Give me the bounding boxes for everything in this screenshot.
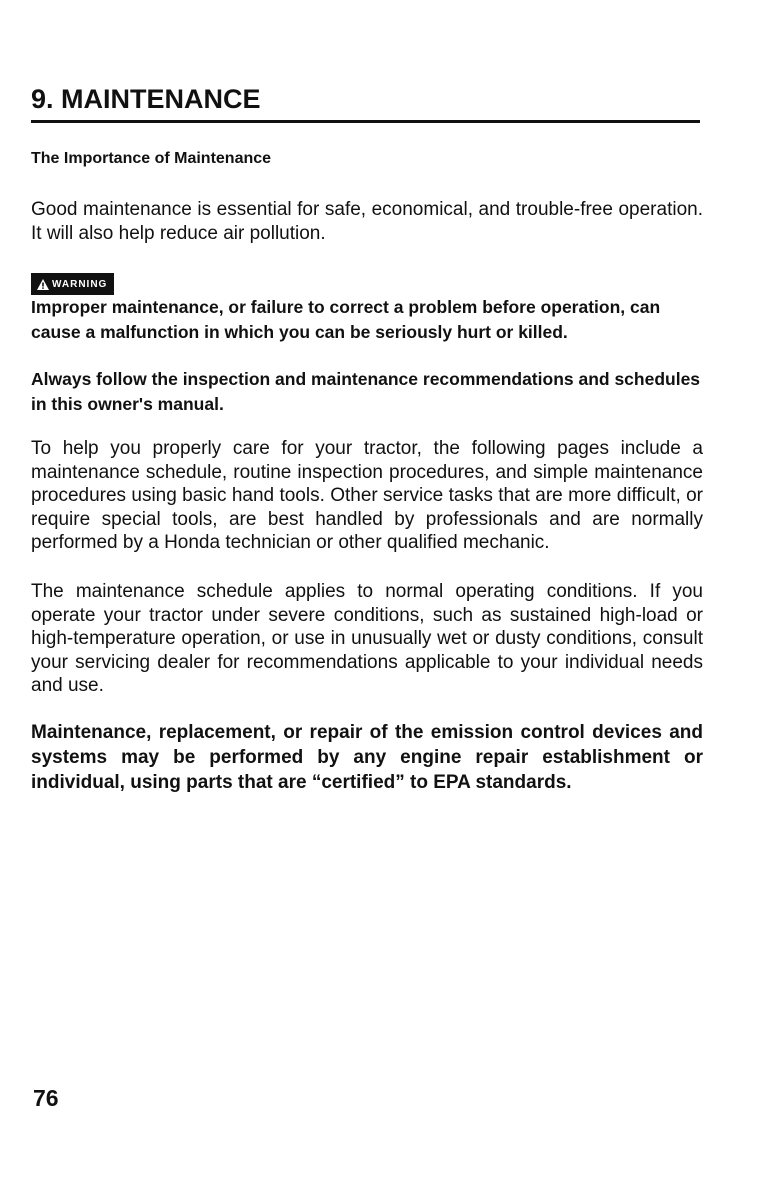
warning-triangle-icon xyxy=(37,279,49,290)
warning-badge-label: WARNING xyxy=(52,278,108,290)
page-title: 9. MAINTENANCE xyxy=(31,84,261,114)
warning-badge xyxy=(31,273,114,295)
epa-notice: Maintenance, replacement, or repair of the emission control devices and systems may be performed by any engine repair establishment or individual, using parts that are “certified” to EPA standards. xyxy=(31,722,703,793)
schedule-paragraph: The maintenance schedule applies to normal operating conditions. If you operate your tractor under severe conditions, such as sustained high-load or high-temperature operation, or use in unusually wet or dusty conditions, consult your servicing dealer for recommendations applicable to your individual needs and use. xyxy=(31,581,703,696)
care-paragraph: To help you properly care for your tractor, the following pages include a maintenance schedule, routine inspection procedures, and simple maintenance procedures using basic hand tools. Other service tasks that are more difficult, or require special tools, are best handled by professionals and are normally performed by a Honda technician or other qualified mechanic. xyxy=(31,438,703,553)
recommendation-text: Always follow the inspection and maintenance recommendations and schedules in this owner's manual. xyxy=(31,369,701,414)
section-heading: The Importance of Maintenance xyxy=(31,150,272,167)
title-rule xyxy=(31,120,700,123)
intro-paragraph: Good maintenance is essential for safe, economical, and trouble-free operation. It will also help reduce air pollution. xyxy=(31,199,703,244)
page-number: 76 xyxy=(33,1085,59,1111)
warning-text: Improper maintenance, or failure to correct a problem before operation, can cause a malfunction in which you can be seriously hurt or killed. xyxy=(31,297,661,342)
